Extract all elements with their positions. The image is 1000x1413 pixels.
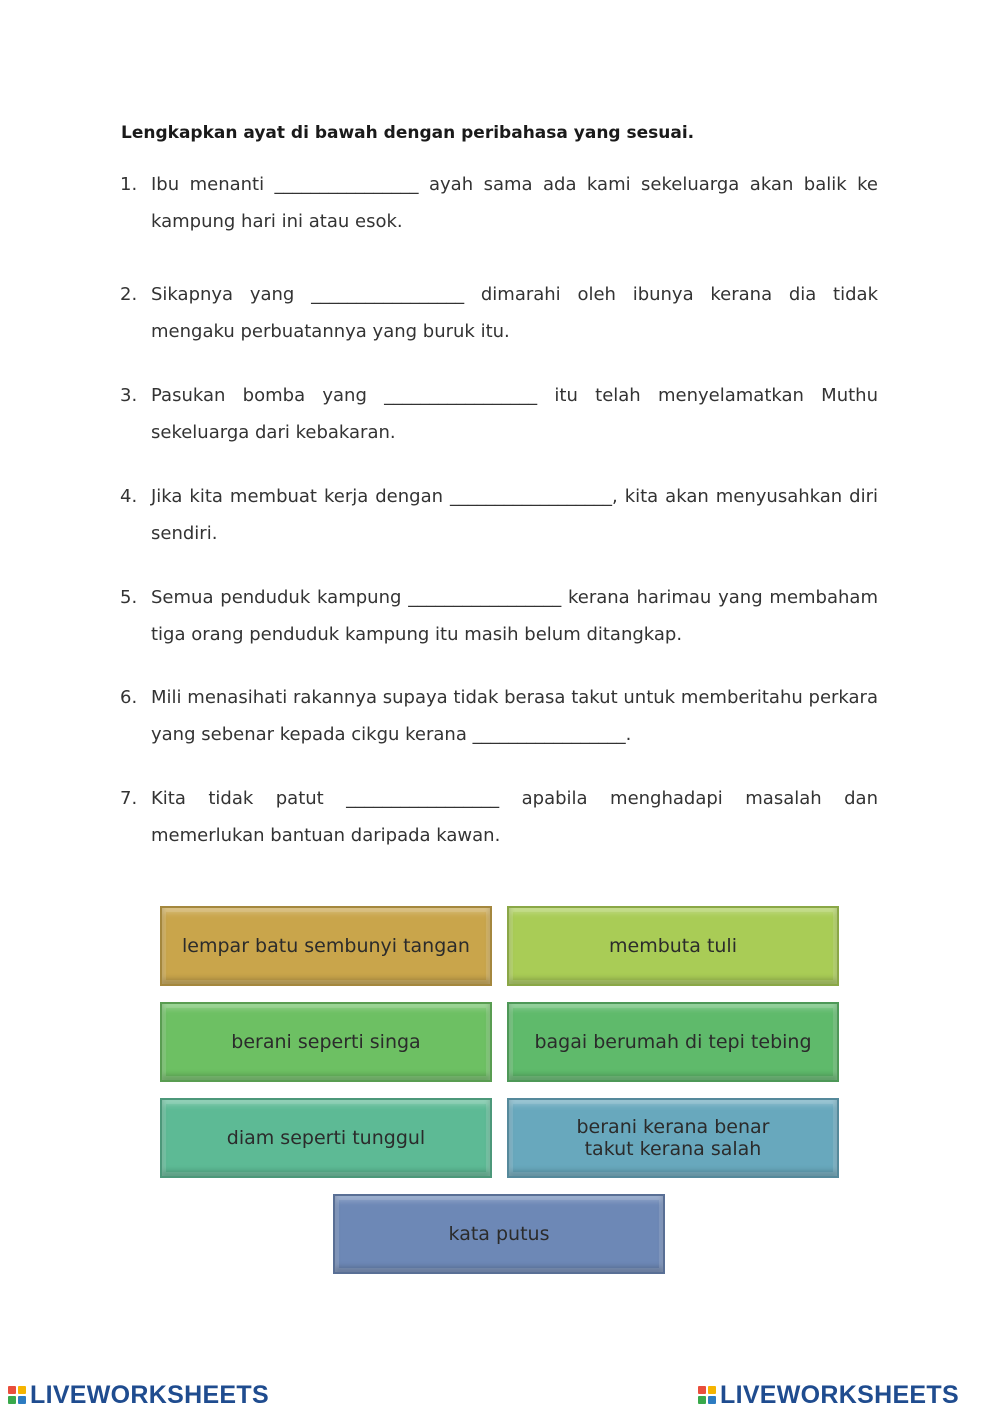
question-number: 3. [120, 385, 138, 406]
answer-tile-berumah-tepi-tebing[interactable] [507, 1002, 839, 1082]
question-text: Ibu menanti ________________ ayah sama ada kami sekeluarga akan balik ke kampung hari ini atau esok. [151, 174, 878, 232]
liveworksheets-logo-right [698, 1380, 959, 1410]
answer-tile-kata-putus[interactable] [333, 1194, 665, 1274]
question-text: Jika kita membuat kerja dengan __________________, kita akan menyusahkan diri sendiri. [151, 486, 878, 544]
answer-label: kata putus [448, 1223, 550, 1245]
brand-text: LIVEWORKSHEETS [720, 1380, 959, 1409]
question-text: Semua penduduk kampung _________________ kerana harimau yang membaham tiga orang penduduk kampung itu masih belum ditangkap. [151, 587, 878, 645]
question-number: 7. [120, 788, 138, 809]
answer-tile-lempar-batu[interactable] [160, 906, 492, 986]
question-text: Pasukan bomba yang _________________ itu telah menyelamatkan Muthu sekeluarga dari kebakaran. [151, 385, 878, 443]
answer-label: diam seperti tunggul [226, 1127, 426, 1149]
answer-label: berani seperti singa [231, 1031, 421, 1053]
question-item [120, 276, 878, 350]
answer-label-line1: berani kerana benar [576, 1116, 770, 1138]
answer-tile-membuta-tuli[interactable] [507, 906, 839, 986]
question-text: Kita tidak patut _________________ apabila menghadapi masalah dan memerlukan bantuan daripada kawan. [151, 788, 878, 846]
question-item [120, 679, 878, 753]
question-number: 6. [120, 687, 138, 708]
question-item [120, 478, 878, 552]
instruction-heading: Lengkapkan ayat di bawah dengan peribahasa yang sesuai. [121, 123, 695, 143]
question-number: 1. [120, 174, 138, 195]
question-item [120, 579, 878, 653]
answer-tile-berani-seperti-singa[interactable] [160, 1002, 492, 1082]
brand-text: LIVEWORKSHEETS [30, 1380, 269, 1409]
answer-label: bagai berumah di tepi tebing [534, 1031, 812, 1053]
answer-label-line2: takut kerana salah [584, 1138, 762, 1160]
answer-tile-berani-kerana-benar[interactable] [507, 1098, 839, 1178]
answer-label: lempar batu sembunyi tangan [182, 935, 470, 957]
answer-label: membuta tuli [609, 935, 737, 957]
logo-grid-icon [698, 1386, 716, 1404]
question-number: 2. [120, 284, 138, 305]
question-item [120, 166, 878, 240]
question-number: 5. [120, 587, 138, 608]
answer-tile-diam-seperti-tunggul[interactable] [160, 1098, 492, 1178]
question-text: Mili menasihati rakannya supaya tidak berasa takut untuk memberitahu perkara yang sebenar kepada cikgu kerana _________________. [151, 687, 878, 745]
liveworksheets-logo-left [8, 1380, 269, 1410]
logo-grid-icon [8, 1386, 26, 1404]
question-number: 4. [120, 486, 138, 507]
question-item [120, 780, 878, 854]
question-item [120, 377, 878, 451]
question-text: Sikapnya yang _________________ dimarahi oleh ibunya kerana dia tidak mengaku perbuatannya yang buruk itu. [151, 284, 878, 342]
